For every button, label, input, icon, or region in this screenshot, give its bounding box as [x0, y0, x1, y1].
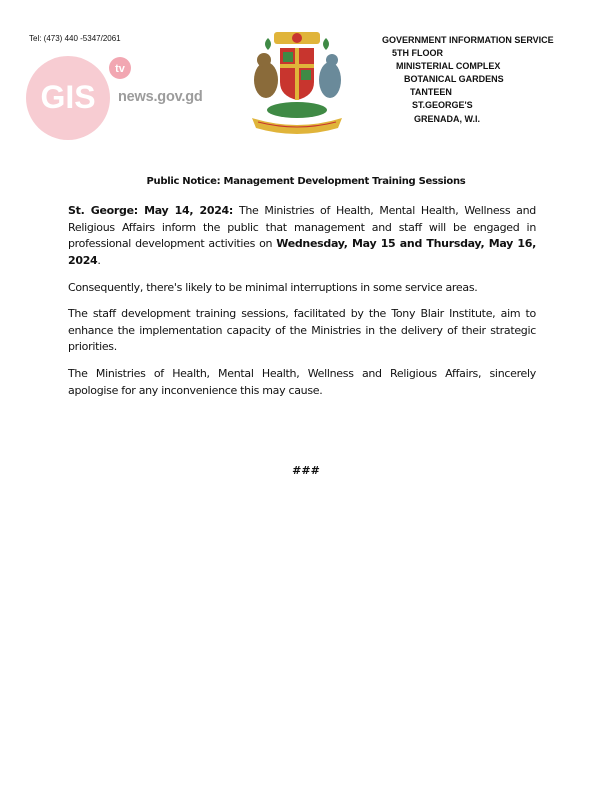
paragraph-3: The staff development training sessions, facilitated by the Tony Blair Institute, aim to enhance the implementation capacity of the Ministries in the delivery of their strategic priorities. — [68, 307, 536, 353]
notice-title: Public Notice: Management Development Training Sessions — [146, 176, 466, 187]
address-line-1: GOVERNMENT INFORMATION SERVICE — [382, 35, 554, 45]
paragraph-1-end: . — [97, 253, 101, 267]
address-line-4: BOTANICAL GARDENS — [404, 74, 504, 85]
logo-gis-text: GIS — [40, 79, 96, 115]
gis-website: news.gov.gd — [118, 89, 203, 105]
paragraph-4: The Ministries of Health, Mental Health, Wellness and Religious Affairs, sincerely apologise for any inconvenience this may cause. — [68, 367, 536, 397]
dateline: St. George: May 14, 2024: — [68, 204, 234, 217]
training-dates: Wednesday, May 15 and Thursday, May 16, 2024 — [68, 237, 536, 267]
address-line-2: 5TH FLOOR — [392, 48, 443, 59]
address-line-6: ST.GEORGE'S — [412, 100, 473, 111]
address-line-7: GRENADA, W.I. — [414, 113, 481, 124]
telephone-number: Tel: (473) 440 -5347/2061 — [29, 34, 121, 43]
grenada-coat-of-arms-icon — [246, 26, 348, 136]
logo-tv-text: tv — [115, 63, 125, 75]
end-mark: ### — [292, 464, 320, 477]
address-line-5: TANTEEN — [410, 87, 452, 98]
paragraph-1 — [68, 203, 536, 269]
paragraph-2: Consequently, there's likely to be minimal interruptions in some service areas. — [68, 281, 478, 294]
address-line-3: MINISTERIAL COMPLEX — [396, 61, 501, 72]
paragraph-1-text: The Ministries of Health, Mental Health, Wellness and Religious Affairs inform the public that management and staff will be engaged in professional development activities on — [68, 204, 536, 250]
agency-address — [382, 34, 582, 126]
